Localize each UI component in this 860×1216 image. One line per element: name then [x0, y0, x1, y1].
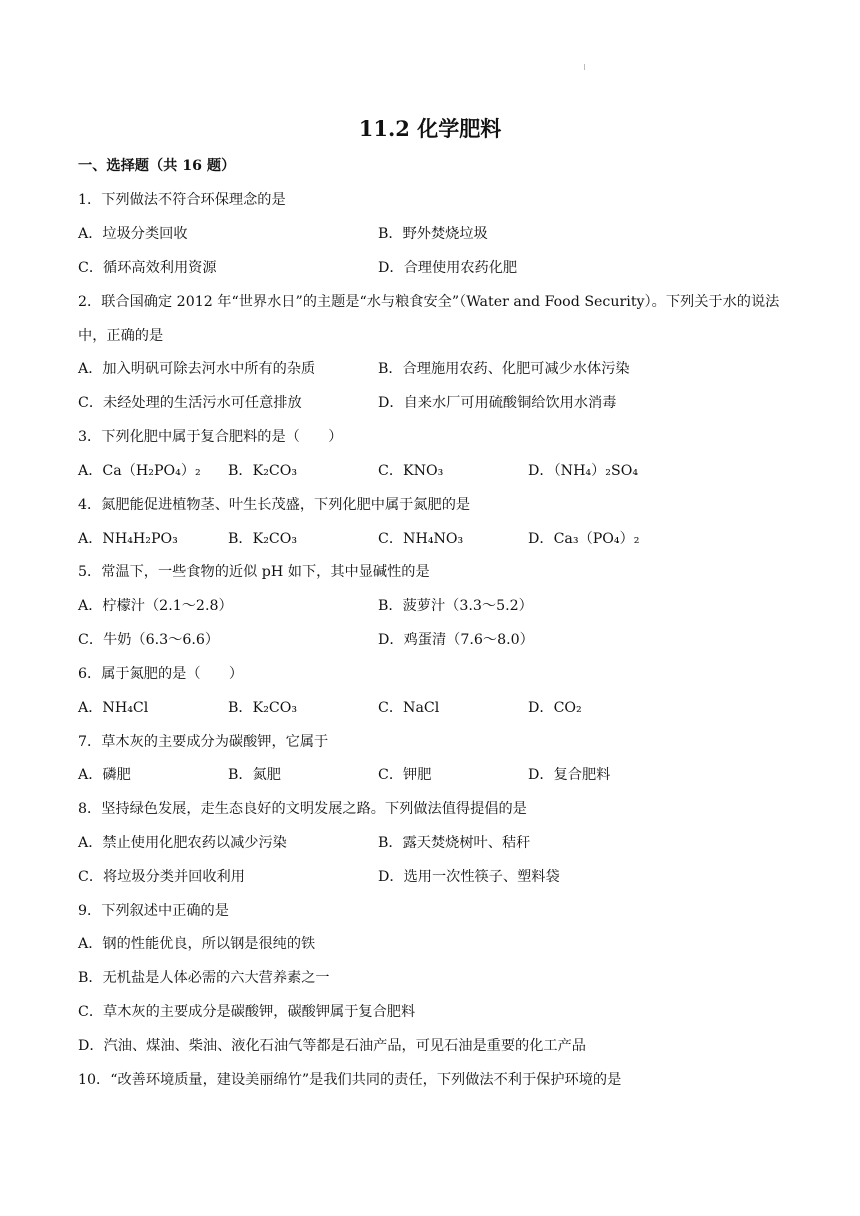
question-2-stem: 2．联合国确定 2012 年“世界水日”的主题是“水与粮食安全”（Water and Food Security）。下列关于水的说法: [78, 294, 780, 310]
question-9-option-a: A．钢的性能优良，所以钢是很纯的铁: [78, 936, 316, 952]
question-7-option-c: C．钾肥: [378, 767, 432, 783]
question-8-option-d: D．选用一次性筷子、塑料袋: [378, 869, 560, 885]
question-7-option-b: B．氮肥: [228, 767, 281, 783]
question-6-option-d: D．CO₂: [528, 700, 582, 716]
question-6-option-a: A．NH₄Cl: [78, 700, 149, 716]
question-5-option-d: D．鸡蛋清（7.6～8.0）: [378, 632, 534, 648]
question-8-stem: 8．坚持绿色发展，走生态良好的文明发展之路。下列做法值得提倡的是: [78, 801, 527, 817]
question-8-option-b: B．露天焚烧树叶、秸秆: [378, 835, 531, 851]
question-3-stem: 3．下列化肥中属于复合肥料的是（ ）: [78, 429, 343, 445]
question-8-option-a: A．禁止使用化肥农药以减少污染: [78, 835, 287, 851]
question-9-option-d: D．汽油、煤油、柴油、液化石油气等都是石油产品，可见石油是重要的化工产品: [78, 1038, 586, 1054]
question-1-option-b: B．野外焚烧垃圾: [378, 226, 488, 242]
question-1-option-d: D．合理使用农药化肥: [378, 260, 518, 276]
question-7-option-d: D．复合肥料: [528, 767, 611, 783]
question-7-option-a: A．磷肥: [78, 767, 131, 783]
question-1-stem: 1．下列做法不符合环保理念的是: [78, 192, 286, 208]
question-3-option-c: C．KNO₃: [378, 463, 444, 479]
question-3-option-a: A．Ca（H₂PO₄）₂: [78, 463, 201, 479]
question-9-stem: 9．下列叙述中正确的是: [78, 903, 229, 919]
question-4-stem: 4．氮肥能促进植物茎、叶生长茂盛，下列化肥中属于氮肥的是: [78, 497, 471, 513]
question-8-option-c: C．将垃圾分类并回收利用: [78, 869, 245, 885]
question-5-option-a: A．柠檬汁（2.1～2.8）: [78, 598, 233, 614]
question-2-stem-continued: 中，正确的是: [78, 328, 164, 344]
question-4-option-a: A．NH₄H₂PO₃: [78, 531, 178, 547]
question-5-stem: 5．常温下，一些食物的近似 pH 如下，其中显碱性的是: [78, 564, 430, 580]
question-9-option-c: C．草木灰的主要成分是碳酸钾，碳酸钾属于复合肥料: [78, 1004, 416, 1020]
question-2-option-a: A．加入明矾可除去河水中所有的杂质: [78, 361, 316, 377]
question-3-option-d: D．（NH₄）₂SO₄: [528, 463, 639, 479]
question-4-option-b: B．K₂CO₃: [228, 531, 298, 547]
question-1-option-a: A．垃圾分类回收: [78, 226, 188, 242]
question-1-option-c: C．循环高效利用资源: [78, 260, 217, 276]
question-4-option-c: C．NH₄NO₃: [378, 531, 464, 547]
question-5-option-b: B．菠萝汁（3.3～5.2）: [378, 598, 533, 614]
question-6-stem: 6．属于氮肥的是（ ）: [78, 666, 244, 682]
section-heading: 一、选择题（共 16 题）: [78, 158, 236, 174]
question-6-option-b: B．K₂CO₃: [228, 700, 298, 716]
page-title: 11.2 化学肥料: [358, 116, 502, 141]
question-4-option-d: D．Ca₃（PO₄）₂: [528, 531, 640, 547]
question-2-option-b: B．合理施用农药、化肥可减少水体污染: [378, 361, 630, 377]
question-3-option-b: B．K₂CO₃: [228, 463, 298, 479]
question-10-stem: 10．“改善环境质量，建设美丽绵竹”是我们共同的责任，下列做法不利于保护环境的是: [78, 1072, 622, 1088]
question-5-option-c: C．牛奶（6.3～6.6）: [78, 632, 220, 648]
header-mark: [584, 64, 585, 70]
question-9-option-b: B．无机盐是人体必需的六大营养素之一: [78, 970, 330, 986]
question-7-stem: 7．草木灰的主要成分为碳酸钾，它属于: [78, 734, 329, 750]
question-6-option-c: C．NaCl: [378, 700, 440, 716]
question-2-option-d: D．自来水厂可用硫酸铜给饮用水消毒: [378, 395, 617, 411]
question-2-option-c: C．未经处理的生活污水可任意排放: [78, 395, 302, 411]
